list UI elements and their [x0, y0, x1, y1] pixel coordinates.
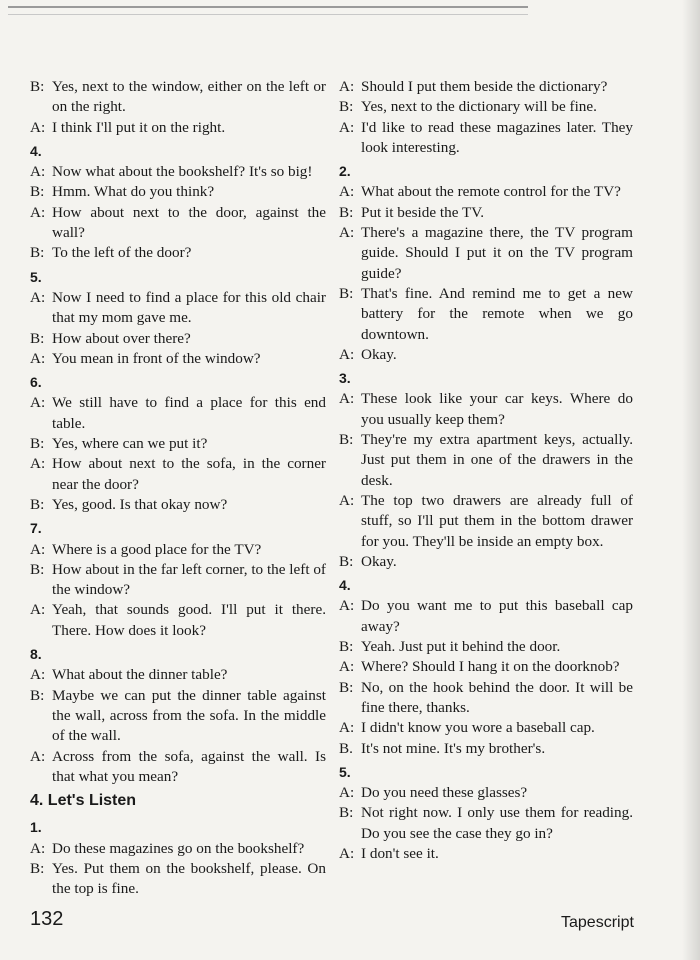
dialogue-text: It's not mine. It's my brother's. — [361, 739, 546, 757]
speaker-label: A: — [30, 540, 46, 558]
speaker-label: A: — [339, 78, 355, 95]
dialogue-line — [30, 454, 326, 495]
dialogue-text: What about the remote control for the TV? — [361, 183, 621, 201]
speaker-label: B: — [30, 560, 45, 578]
dialogue-text: Okay. — [361, 345, 397, 363]
dialogue-line — [30, 859, 326, 900]
dialogue-line — [30, 349, 326, 369]
dialogue-line — [339, 678, 633, 719]
header-rule — [8, 6, 528, 15]
speaker-label: A: — [30, 163, 46, 181]
dialogue-line — [339, 182, 633, 202]
dialogue-line — [30, 393, 326, 434]
speaker-label: A: — [339, 491, 355, 509]
speaker-label: B. — [339, 739, 353, 757]
dialogue-text: Maybe we can put the dinner table against the wall, across from the sofa. In the middle of the wall. — [52, 686, 326, 745]
dialogue-text: There's a magazine there, the TV program guide. Should I put it on the TV program guide? — [361, 224, 633, 282]
speaker-label: A: — [30, 203, 46, 221]
dialogue-line — [339, 739, 633, 759]
dialogue-text: Yes, next to the window, either on the left or on the right. — [52, 78, 326, 116]
speaker-label: B: — [339, 678, 354, 696]
dialogue-text: Do you want me to put this baseball cap away? — [361, 597, 633, 635]
speaker-label: A: — [30, 118, 46, 136]
dialogue-line — [339, 345, 633, 365]
speaker-label: B: — [30, 78, 45, 95]
speaker-label: A: — [339, 658, 355, 676]
speaker-label: B: — [339, 98, 354, 116]
speaker-label: A: — [339, 844, 355, 862]
item-number: 4. — [30, 142, 42, 159]
left-column — [30, 77, 326, 900]
speaker-label: A: — [30, 839, 46, 857]
speaker-label: B: — [30, 435, 45, 453]
speaker-label: B: — [339, 431, 354, 449]
speaker-label: A: — [339, 224, 355, 242]
dialogue-line — [339, 284, 633, 345]
dialogue-line — [339, 783, 633, 803]
dialogue-text: The top two drawers are already full of stuff, so I'll put them in the bottom drawer for you. They'll be inside an empty box. — [361, 491, 633, 550]
dialogue-text: We still have to find a place for this end table. — [52, 394, 326, 432]
speaker-label: A: — [339, 719, 355, 737]
speaker-label: B: — [339, 638, 354, 656]
dialogue-text: No, on the hook behind the door. It will be fine there, thanks. — [361, 678, 633, 716]
dialogue-line — [30, 288, 326, 329]
item-number: 5. — [30, 268, 42, 285]
dialogue-text: Yes, where can we put it? — [52, 435, 208, 453]
item-number: 8. — [30, 646, 42, 663]
dialogue-text: What about the dinner table? — [52, 666, 228, 684]
dialogue-text: Do you need these glasses? — [361, 784, 528, 802]
dialogue-text: These look like your car keys. Where do you usually keep them? — [361, 390, 633, 428]
dialogue-line — [30, 686, 326, 747]
dialogue-line — [30, 665, 326, 685]
dialogue-text: How about in the far left corner, to the left of the window? — [52, 560, 326, 599]
speaker-label: B: — [339, 804, 354, 822]
dialogue-text: Now I need to find a place for this old chair that my mom gave me. — [52, 288, 326, 327]
dialogue-text: Yes, next to the dictionary will be fine. — [361, 98, 597, 116]
speaker-label: A: — [339, 784, 355, 802]
dialogue-text: Not right now. I only use them for reading. Do you see the case they go in? — [361, 804, 633, 842]
dialogue-text: I didn't know you wore a baseball cap. — [361, 719, 595, 737]
dialogue-line — [339, 118, 633, 159]
speaker-label: A: — [30, 666, 46, 684]
dialogue-line — [339, 552, 633, 572]
dialogue-line — [339, 430, 633, 491]
dialogue-line — [339, 637, 633, 657]
speaker-label: A: — [339, 345, 355, 363]
dialogue-line — [339, 803, 633, 844]
dialogue-text: Yes. Put them on the bookshelf, please. On the top is fine. — [52, 859, 326, 898]
footer-label: Tapescript — [561, 914, 634, 931]
dialogue-text: You mean in front of the window? — [52, 349, 261, 367]
dialogue-line — [30, 118, 326, 138]
dialogue-line — [30, 329, 326, 349]
dialogue-line — [30, 182, 326, 202]
dialogue-text: How about next to the sofa, in the corner near the door? — [52, 455, 326, 493]
page-binding-shadow — [682, 0, 700, 960]
speaker-label: B: — [30, 329, 45, 347]
dialogue-line — [30, 600, 326, 641]
speaker-label: A: — [30, 747, 46, 765]
speaker-label: A: — [30, 349, 46, 367]
item-number: 4. — [339, 577, 351, 594]
speaker-label: B: — [30, 244, 45, 262]
speaker-label: B: — [339, 284, 354, 302]
dialogue-text: To the left of the door? — [52, 244, 192, 262]
dialogue-text: They're my extra apartment keys, actually. Just put them in one of the drawers in the desk. — [361, 431, 633, 489]
speaker-label: A: — [339, 183, 355, 201]
dialogue-text: Should I put them beside the dictionary? — [361, 78, 608, 95]
dialogue-text: I'd like to read these magazines later. They look interesting. — [361, 118, 633, 156]
dialogue-text: Put it beside the TV. — [361, 203, 485, 221]
dialogue-text: Okay. — [361, 552, 397, 570]
dialogue-line — [339, 491, 633, 552]
dialogue-text: Do these magazines go on the bookshelf? — [52, 839, 305, 857]
dialogue-text: Yes, good. Is that okay now? — [52, 495, 228, 513]
right-column — [339, 77, 633, 864]
dialogue-line — [30, 162, 326, 182]
dialogue-text: Where? Should I hang it on the doorknob? — [361, 658, 620, 676]
section-heading: 4. Let's Listen — [30, 792, 137, 810]
dialogue-line — [30, 434, 326, 454]
dialogue-line — [339, 77, 633, 97]
speaker-label: A: — [339, 118, 355, 136]
speaker-label: A: — [30, 288, 46, 306]
item-number: 7. — [30, 520, 42, 537]
speaker-label: B: — [339, 552, 354, 570]
speaker-label: B: — [30, 859, 45, 877]
dialogue-line — [30, 495, 326, 515]
dialogue-text: How about next to the door, against the wall? — [52, 203, 326, 242]
dialogue-text: I don't see it. — [361, 844, 439, 862]
dialogue-line — [30, 540, 326, 560]
dialogue-text: Hmm. What do you think? — [52, 183, 215, 201]
item-number: 3. — [339, 370, 351, 387]
page-number: 132 — [30, 908, 64, 930]
speaker-label: A: — [339, 390, 355, 408]
item-number: 1. — [30, 819, 42, 836]
dialogue-line — [30, 839, 326, 859]
dialogue-text: Yeah, that sounds good. I'll put it there. There. How does it look? — [52, 601, 326, 639]
dialogue-line — [339, 203, 633, 223]
dialogue-line — [339, 718, 633, 738]
item-number: 5. — [339, 763, 351, 780]
dialogue-text: That's fine. And remind me to get a new battery for the remote when we go downtown. — [361, 284, 633, 343]
dialogue-line — [30, 77, 326, 118]
dialogue-text: Where is a good place for the TV? — [52, 540, 262, 558]
speaker-label: A: — [339, 597, 355, 615]
speaker-label: B: — [339, 203, 354, 221]
item-number: 2. — [339, 163, 351, 180]
speaker-label: B: — [30, 495, 45, 513]
speaker-label: B: — [30, 686, 45, 704]
dialogue-text: I think I'll put it on the right. — [52, 118, 226, 136]
dialogue-text: Now what about the bookshelf? It's so big! — [52, 163, 313, 181]
dialogue-line — [30, 560, 326, 601]
speaker-label: A: — [30, 455, 46, 473]
dialogue-text: Yeah. Just put it behind the door. — [361, 638, 561, 656]
item-number: 6. — [30, 374, 42, 391]
dialogue-line — [339, 389, 633, 430]
dialogue-line — [339, 844, 633, 864]
dialogue-line — [339, 223, 633, 284]
dialogue-text: How about over there? — [52, 329, 191, 347]
dialogue-line — [339, 657, 633, 677]
speaker-label: A: — [30, 394, 46, 412]
dialogue-line — [339, 596, 633, 637]
dialogue-line — [30, 747, 326, 788]
dialogue-line — [30, 243, 326, 263]
speaker-label: B: — [30, 183, 45, 201]
dialogue-text: Across from the sofa, against the wall. Is that what you mean? — [52, 747, 326, 785]
speaker-label: A: — [30, 601, 46, 619]
dialogue-line — [30, 203, 326, 244]
dialogue-line — [339, 97, 633, 117]
